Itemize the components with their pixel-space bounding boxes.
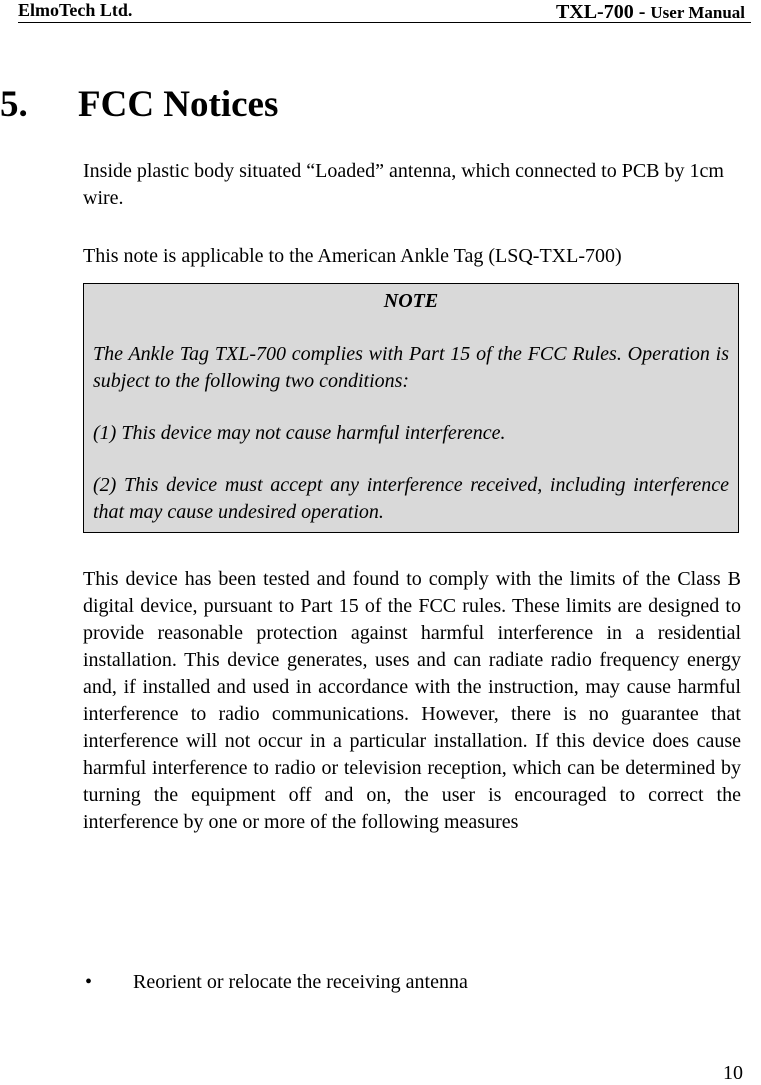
body-paragraph: This device has been tested and found to comply with the limits of the Class B digital device, pursuant to Part 15 of the FCC rules. These limits are designed to provide reasonable protection against harmful interference in a residential installation. This device generates, uses and can radiate radio frequency energy and, if installed and used in accordance with the instruction, may cause harmful interference to radio communications. However, there is no guarantee that interference will not occur in a particular installation. If this device does cause harmful interference to radio or television reception, which can be determined by turning the equipment off and on, the user is encouraged to correct the interference by one or more of the following measures	[83, 568, 741, 833]
chapter-title: FCC Notices	[78, 84, 279, 125]
note-paragraph-condition-2: (2) This device must accept any interference received, including interference that may cause undesired operation.	[93, 474, 729, 523]
intro-paragraph: Inside plastic body situated “Loaded” antenna, which connected to PCB by 1cm wire.	[83, 160, 724, 209]
note-paragraph-condition-1: (1) This device may not cause harmful interference.	[93, 422, 506, 444]
bullet-icon: •	[85, 971, 93, 993]
fcc-note-box	[83, 283, 739, 533]
header-product	[556, 1, 745, 24]
list-item-text: Reorient or relocate the receiving antenna	[133, 971, 468, 993]
chapter-number: 5.	[0, 84, 28, 125]
note-title: NOTE	[383, 290, 439, 312]
header-product-name: TXL-700 -	[555, 1, 651, 23]
header-company: ElmoTech Ltd.	[18, 0, 133, 20]
note-paragraph-compliance: The Ankle Tag TXL-700 complies with Part 15 of the FCC Rules. Operation is subject to the following two conditions:	[93, 343, 729, 392]
applicability-note: This note is applicable to the American Ankle Tag (LSQ-TXL-700)	[83, 245, 622, 267]
header-manual: User Manual	[650, 3, 745, 22]
page-number: 10	[723, 1062, 743, 1084]
page-header	[18, 0, 751, 23]
chapter-heading	[0, 83, 278, 126]
list-item	[83, 969, 468, 996]
